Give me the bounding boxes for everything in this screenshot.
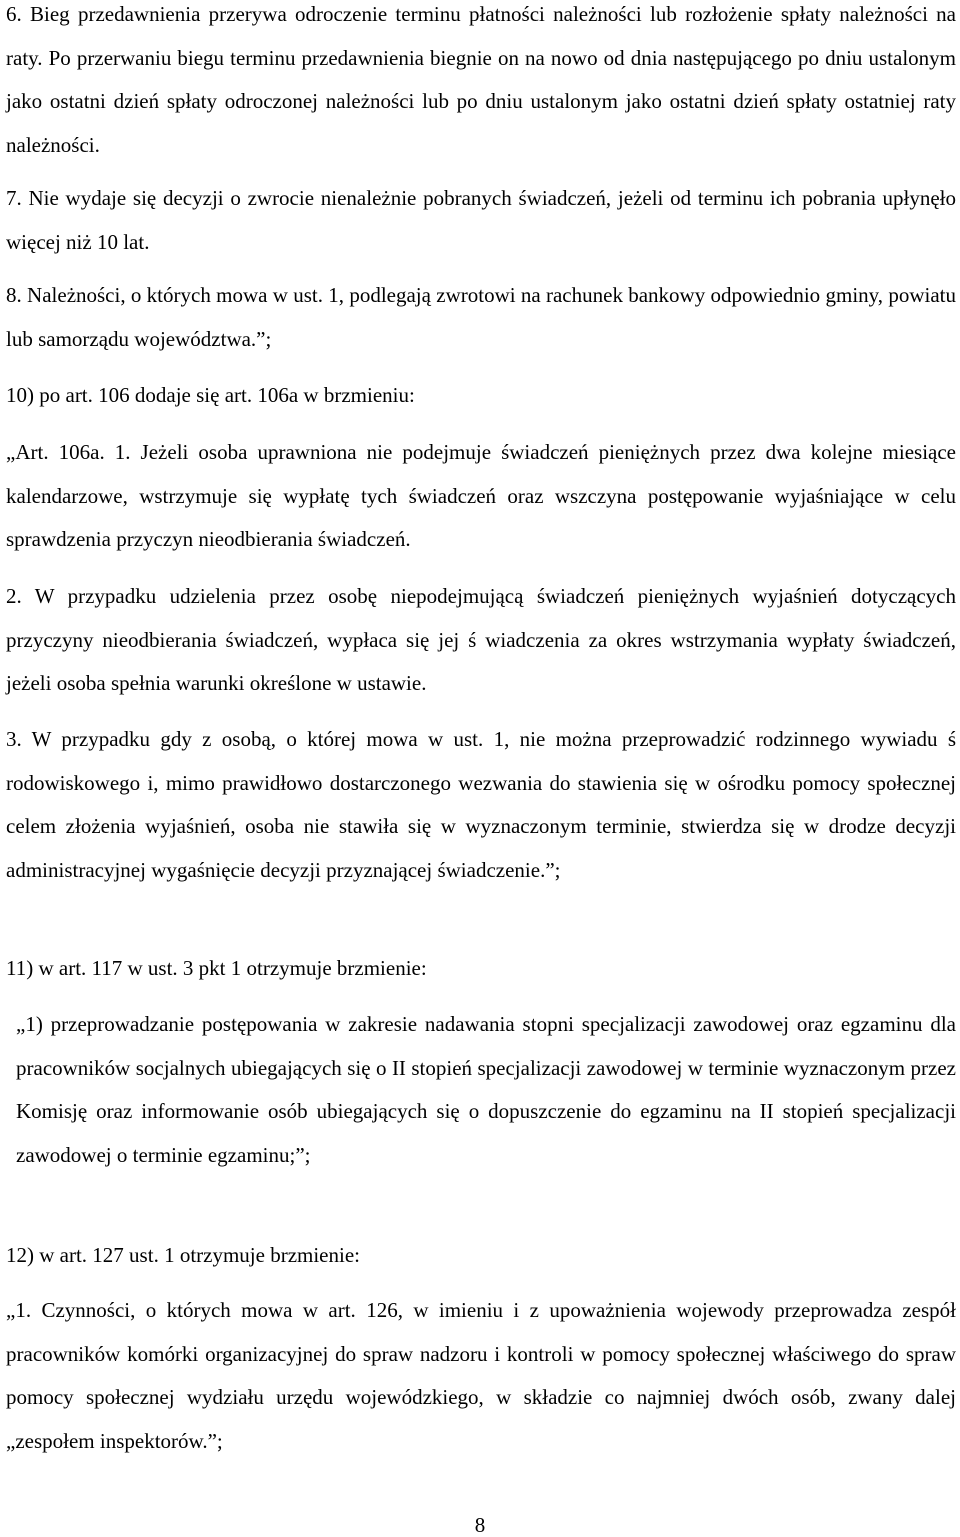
art-106a-paragraph-3: 3. W przypadku gdy z osobą, o której mowa w ust. 1, nie można przeprowadzić rodzinnego wywiadu ś rodowiskowego i, mimo prawidłowo dostarczonego wezwania do stawienia się w ośrodku pomocy społecznej celem złożenia wyjaśnień, osoba nie stawiła się w wyznaczonym terminie, stwierdza się w drodze decyzji administracyjnej wygaśnięcie decyzji przyznającej świadczenie.”; <box>6 727 956 882</box>
point-11-heading: 11) w art. 117 w ust. 3 pkt 1 otrzymuje brzmienie: <box>6 956 427 980</box>
paragraph-7: 7. Nie wydaje się decyzji o zwrocie nienależnie pobranych świadczeń, jeżeli od terminu ich pobrania upłynęło więcej niż 10 lat. <box>6 186 956 254</box>
point-10-heading: 10) po art. 106 dodaje się art. 106a w brzmieniu: <box>6 383 415 407</box>
art-106a-paragraph-1: „Art. 106a. 1. Jeżeli osoba uprawniona nie podejmuje świadczeń pieniężnych przez dwa kolejne miesiące kalendarzowe, wstrzymuje się wypłatę tych świadczeń oraz wszczyna postępowanie wyjaśniające w celu sprawdzenia przyczyn nieodbierania świadczeń. <box>6 440 956 551</box>
point-12-heading: 12) w art. 127 ust. 1 otrzymuje brzmienie: <box>6 1243 360 1267</box>
art-127-paragraph-1: „1. Czynności, o których mowa w art. 126, w imieniu i z upoważnienia wojewody przeprowadza zespół pracowników komórki organizacyjnej do spraw nadzoru i kontroli w pomocy społecznej właściwego do spraw pomocy społecznej wydziału urzędu wojewódzkiego, w składzie co najmniej dwóch osób, zwany dalej „zespołem inspektorów.”; <box>6 1298 956 1453</box>
art-117-point-1: „1) przeprowadzanie postępowania w zakresie nadawania stopni specjalizacji zawodowej oraz egzaminu dla pracowników socjalnych ubiegających się o II stopień specjalizacji zawodowej w terminie wyznaczonym przez Komisję oraz informowanie osób ubiegających się o dopuszczenie do egzaminu na II stopień specjalizacji zawodowej o terminie egzaminu;”; <box>16 1012 956 1167</box>
art-106a-paragraph-2: 2. W przypadku udzielenia przez osobę niepodejmującą świadczeń pieniężnych wyjaśnień dotyczących przyczyny nieodbierania świadczeń, wypłaca się jej ś wiadczenia za okres wstrzymania wypłaty świadczeń, jeżeli osoba spełnia warunki określone w ustawie. <box>6 584 956 695</box>
page-number: 8 <box>474 1513 486 1537</box>
paragraph-6: 6. Bieg przedawnienia przerywa odroczenie terminu płatności należności lub rozłożenie spłaty należności na raty. Po przerwaniu biegu terminu przedawnienia biegnie on na nowo od dnia następującego po dniu ustalonym jako ostatni dzień spłaty odroczonej należności lub po dniu ustalonym jako ostatni dzień spłaty ostatniej raty należności. <box>6 2 956 157</box>
paragraph-8: 8. Należności, o których mowa w ust. 1, podlegają zwrotowi na rachunek bankowy odpowiednio gminy, powiatu lub samorządu województwa.”; <box>6 283 956 351</box>
